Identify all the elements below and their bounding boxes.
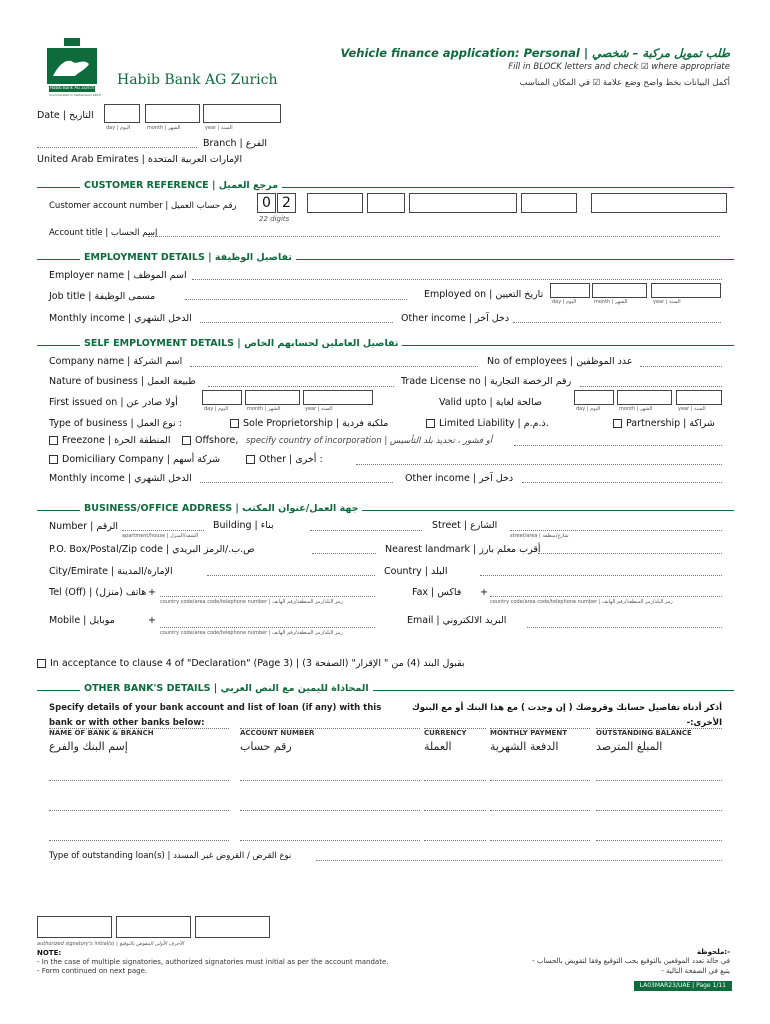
mobile-label: Mobile | موبايل	[49, 615, 115, 626]
po-box-label: P.O. Box/Postal/Zip code | ص.ب./الرمز البريدي	[49, 544, 255, 555]
freezone-checkbox[interactable]	[49, 436, 171, 446]
account-digit-box[interactable]	[409, 193, 517, 213]
instruction-en: Fill in BLOCK letters and check ☑ where appropriate	[508, 62, 730, 72]
po-box-line[interactable]	[312, 553, 376, 554]
llc-label: Limited Liability | ذ.م.م.	[439, 418, 549, 429]
account-digit-box[interactable]	[367, 193, 405, 213]
monthly-income-line[interactable]	[200, 322, 393, 323]
logo-sub: (Incorporated in Switzerland 1967)	[49, 93, 102, 97]
bank-col-header-ar: المبلغ المترصد	[596, 740, 663, 753]
logo-text: Habib Bank AG Zurich	[50, 85, 95, 90]
bank-col-rule	[596, 728, 722, 729]
landmark-line[interactable]	[538, 553, 722, 554]
company-name-line[interactable]	[190, 366, 478, 367]
nature-business-label: Nature of business | طبيعة العمل	[49, 376, 196, 387]
employed-on-label: Employed on | تاريخ التعيين	[424, 289, 544, 300]
street-label: Street | الشارع	[432, 520, 498, 531]
employed-year-input[interactable]	[651, 283, 721, 298]
bank-row-field[interactable]	[490, 780, 590, 781]
initials-box-2[interactable]	[116, 916, 191, 938]
mobile-plus: +	[148, 615, 156, 626]
employed-month-note: month | الشهر	[594, 299, 628, 305]
employer-name-line[interactable]	[192, 279, 722, 280]
type-business-label: Type of business | نوع العمل :	[49, 418, 182, 429]
self-emp-title: SELF EMPLOYMENT DETAILS | تفاصيل العاملين لحسابهم الخاص	[80, 338, 402, 349]
instruction-ar: أكمل البيانات بخط واضح وضع علامة ☑ في المكان المناسب	[519, 78, 730, 88]
note-ar-title: ملحوظة:-	[696, 948, 730, 956]
note-title: NOTE:	[37, 949, 62, 957]
employment-title: EMPLOYMENT DETAILS | تفاصيل الوظيفة	[80, 252, 296, 263]
first-issued-label: First issued on | أولا صادر عن	[49, 397, 178, 408]
tel-label: Tel (Off) | هاتف (منزل)	[49, 587, 147, 598]
note-2: - Form continued on next page.	[37, 967, 148, 975]
mobile-code-note: country code/area code/telephone number | رمز البلد/رمز المنطقة/رقم الهاتف	[160, 630, 343, 636]
employed-year-note: year | السنة	[653, 299, 681, 305]
bank-col-rule	[424, 728, 486, 729]
first-issued-day[interactable]	[202, 390, 242, 405]
freezone-label: Freezone | المنطقة الحرة	[62, 435, 171, 446]
fax-label: Fax | فاكس	[412, 587, 462, 598]
bank-logo	[43, 36, 101, 102]
first-issued-month[interactable]	[245, 390, 300, 405]
country-label: United Arab Emirates | الإمارات العربية المتحدة	[37, 154, 243, 165]
bank-name: Habib Bank AG Zurich	[117, 72, 278, 88]
domiciliary-checkbox[interactable]	[49, 455, 220, 465]
other-income-line[interactable]	[513, 322, 721, 323]
other-banks-intro-en: Specify details of your bank account and list of loan (if any) with this bank or with other banks below:	[49, 703, 382, 728]
date-day-note: day | اليوم	[106, 125, 131, 131]
account-digit-box[interactable]	[521, 193, 577, 213]
tel-code-note: country code/area code/telephone number | رمز البلد/رمز المنطقة/رقم الهاتف	[160, 599, 343, 605]
note-ar-1: - في حالة تعدد الموقعين بالتوقيع يجب التوقيع وفقا لتفويض بالحساب	[532, 957, 730, 965]
bank-row-field[interactable]	[240, 780, 420, 781]
job-title-line[interactable]	[185, 299, 407, 300]
initials-box-3[interactable]	[195, 916, 270, 938]
partnership-label: Partnership | شراكة	[626, 418, 715, 429]
bank-col-rule	[240, 728, 420, 729]
other-type-checkbox[interactable]	[246, 455, 323, 465]
employed-day-note: day | اليوم	[552, 299, 577, 305]
valid-month-note: month | الشهر	[619, 406, 653, 412]
fax-plus: +	[480, 587, 488, 598]
city-label: City/Emirate | الإمارة/المدينة	[49, 566, 173, 577]
bank-col-header: MONTHLY PAYMENT	[490, 729, 567, 737]
note-ar-2: - يتبع في الصفحة التالية	[661, 967, 730, 975]
partnership-checkbox[interactable]	[613, 419, 715, 429]
bank-row-field[interactable]	[424, 780, 486, 781]
first-issued-year-note: year | السنة	[305, 406, 333, 412]
offshore-line[interactable]	[514, 445, 722, 446]
monthly-income-label: Monthly income | الدخل الشهري	[49, 313, 192, 324]
bank-row-field[interactable]	[49, 840, 229, 841]
branch-label: Branch | الفرع	[203, 138, 267, 149]
date-day-input[interactable]	[104, 104, 140, 123]
account-number-boxes[interactable]	[257, 193, 727, 213]
page-code: LA03MAR23/UAE | Page 1/11	[634, 981, 732, 991]
no-employees-label: No of employees | عدد الموظفين	[487, 356, 633, 367]
bank-row-field[interactable]	[596, 840, 722, 841]
employed-month-input[interactable]	[592, 283, 647, 298]
other-income-label: Other income | دخل آخر	[401, 313, 510, 324]
trade-license-label: Trade License no | رقم الرخصة التجارية	[401, 376, 572, 387]
bank-row-field[interactable]	[49, 780, 229, 781]
other-type-label: Other | أخرى :	[259, 454, 323, 465]
initials-label: authorized signatory's initial(s) | الأحرف الأولى المفوض بالتوقيع	[37, 941, 184, 947]
bank-col-header: ACCOUNT NUMBER	[240, 729, 315, 737]
country-line[interactable]	[480, 575, 722, 576]
sole-checkbox[interactable]	[230, 419, 388, 429]
date-month-input[interactable]	[145, 104, 200, 123]
bank-row-field[interactable]	[240, 810, 420, 811]
valid-day-note: day | اليوم	[576, 406, 601, 412]
email-line[interactable]	[527, 627, 722, 628]
other-type-line[interactable]	[356, 464, 722, 465]
job-title-label: Job title | مسمى الوظيفة	[49, 291, 156, 302]
bank-row-field[interactable]	[424, 810, 486, 811]
country-field-label: Country | البلد	[384, 566, 448, 577]
offshore-label: Offshore,	[195, 435, 239, 446]
mobile-line[interactable]	[160, 627, 375, 628]
email-label: Email | البريد الالكتروني	[407, 615, 507, 626]
building-line[interactable]	[310, 530, 422, 531]
company-name-label: Company name | اسم الشركة	[49, 356, 183, 367]
date-label: Date | التاريخ	[37, 110, 94, 121]
declaration-checkbox[interactable]	[37, 659, 465, 669]
valid-upto-label: Valid upto | صالحة لغاية	[439, 397, 542, 408]
first-issued-month-note: month | الشهر	[247, 406, 281, 412]
street-note: street/area | شارع/منطقة	[510, 533, 569, 539]
trade-license-line[interactable]	[580, 386, 722, 387]
account-digit-box[interactable]	[591, 193, 727, 213]
offshore-checkbox[interactable]	[182, 436, 238, 446]
landmark-label: Nearest landmark | أقرب معلم بارز	[385, 544, 541, 555]
bank-col-header-ar: الدفعة الشهرية	[490, 740, 559, 753]
first-issued-year[interactable]	[303, 390, 373, 405]
account-title-label: Account title | إسم الحساب	[49, 228, 158, 238]
account-digit-box[interactable]: 2	[277, 193, 296, 213]
no-employees-line[interactable]	[640, 366, 722, 367]
domiciliary-label: Domiciliary Company | شركة أسهم	[62, 454, 221, 465]
address-title: BUSINESS/OFFICE ADDRESS | جهة العمل/عنوان المكتب	[80, 503, 362, 514]
bank-row-field[interactable]	[424, 840, 486, 841]
valid-month[interactable]	[617, 390, 672, 405]
employer-name-label: Employer name | اسم الموظف	[49, 270, 187, 281]
valid-year-note: year | السنة	[678, 406, 706, 412]
fax-line[interactable]	[490, 596, 722, 597]
account-title-line[interactable]	[148, 236, 720, 237]
nature-business-line[interactable]	[208, 386, 394, 387]
street-line[interactable]	[510, 530, 722, 531]
account-number-label: Customer account number | رقم حساب العميل	[49, 201, 237, 211]
tel-plus: +	[148, 587, 156, 598]
form-title: Vehicle finance application: Personal | طلب تمويل مركبة – شخصي	[340, 46, 730, 60]
employed-day-input[interactable]	[550, 283, 590, 298]
offshore-spec-label: specify country of incorporation | أو فشور ، تحديد بلد التأسيس	[246, 436, 493, 446]
customer-ref-title: CUSTOMER REFERENCE | مرجع العميل	[80, 180, 282, 191]
bank-col-header-ar: العملة	[424, 740, 452, 753]
declaration-label: In acceptance to clause 4 of "Declaration" (Page 3) | بقبول البند (4) من " الإقرار" (الصفحة 3)	[50, 658, 465, 669]
fax-code-note: country code/area code/telephone number | رمز البلد/رمز المنطقة/رقم الهاتف	[490, 599, 673, 605]
number-label: Number | الرقم	[49, 521, 119, 532]
digits-note: 22 digits	[259, 215, 290, 223]
tel-line[interactable]	[160, 596, 375, 597]
other-banks-intro-ar: أذكر أدناه تفاصيل حسابك وقروضك ( إن وجدت ) مع هذا البنك أو مع البنوك الأخرى:-	[412, 703, 722, 728]
note-1: - In the case of multiple signatories, authorized signatories must initial as per the account mandate.	[37, 958, 389, 966]
bank-col-header: CURRENCY	[424, 729, 467, 737]
valid-year[interactable]	[676, 390, 722, 405]
bank-row-field[interactable]	[596, 810, 722, 811]
bank-row-field[interactable]	[490, 840, 590, 841]
initials-box-1[interactable]	[37, 916, 112, 938]
bank-col-header: OUTSTANDING BALANCE	[596, 729, 692, 737]
bank-col-header-ar: رقم حساب	[240, 740, 292, 753]
date-year-note: year | السنة	[205, 125, 233, 131]
date-year-input[interactable]	[203, 104, 281, 123]
date-month-note: month | الشهر	[147, 125, 181, 131]
loan-type-label: Type of outstanding loan(s) | نوع القرض / القروض غير المسدد	[49, 851, 292, 861]
first-issued-day-note: day | اليوم	[204, 406, 229, 412]
self-other-income-line[interactable]	[522, 482, 722, 483]
number-line[interactable]	[122, 530, 204, 531]
self-monthly-income-line[interactable]	[200, 482, 393, 483]
bank-col-header: NAME OF BANK & BRANCH	[49, 729, 154, 737]
bank-row-field[interactable]	[49, 810, 229, 811]
city-line[interactable]	[207, 575, 375, 576]
bank-col-rule	[490, 728, 590, 729]
llc-checkbox[interactable]	[426, 419, 549, 429]
account-digit-box[interactable]	[307, 193, 363, 213]
account-digit-box[interactable]: 0	[257, 193, 276, 213]
loan-type-line[interactable]	[316, 860, 722, 861]
sole-label: Sole Proprietorship | ملكية فردية	[243, 418, 389, 429]
bank-row-field[interactable]	[596, 780, 722, 781]
branch-line[interactable]	[37, 147, 197, 148]
other-banks-title: OTHER BANK'S DETAILS | المحاذاة لليمين مع النص العربي	[80, 683, 373, 694]
bank-col-header-ar: إسم البنك والفرع	[49, 740, 128, 753]
valid-day[interactable]	[574, 390, 614, 405]
bank-row-field[interactable]	[490, 810, 590, 811]
bank-col-rule	[49, 728, 229, 729]
self-other-income-label: Other income | دخل آخر	[405, 473, 514, 484]
bank-row-field[interactable]	[240, 840, 420, 841]
apt-note: apartment/house | الشقة/المنزل	[122, 533, 199, 539]
building-label: Building | بناء	[213, 520, 274, 531]
self-monthly-income-label: Monthly income | الدخل الشهري	[49, 473, 192, 484]
